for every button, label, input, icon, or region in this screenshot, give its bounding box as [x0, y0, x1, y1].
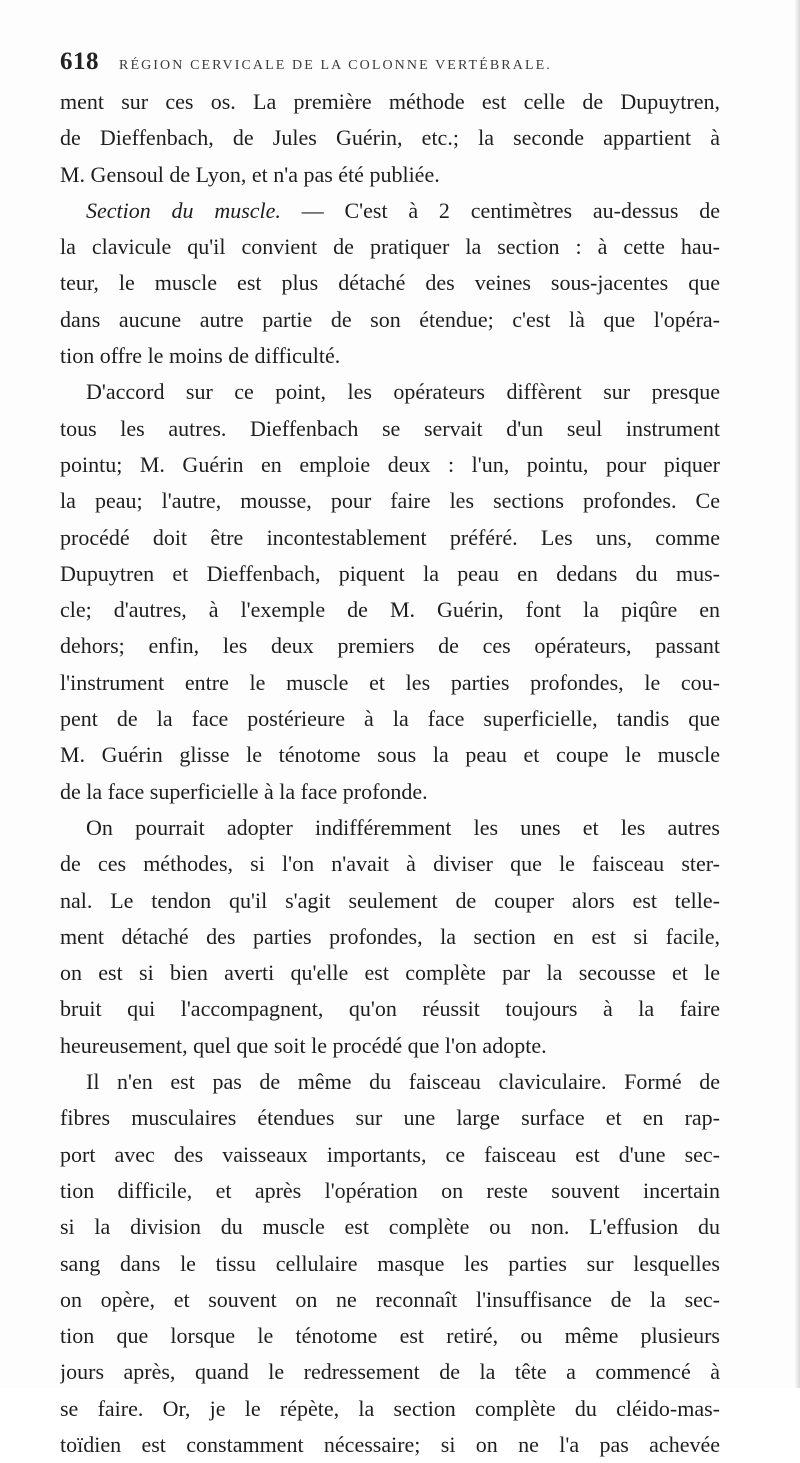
text-line: pointu; M. Guérin en emploie deux : l'un, pointu, pour piquer [60, 451, 720, 477]
text-line: fibres musculaires étendues sur une large surface et en rap- [60, 1105, 720, 1131]
running-head [60, 48, 720, 78]
text-line: heureusement, quel que soit le procédé que l'on adopte. [60, 1032, 547, 1058]
text-line: tion que lorsque le ténotome est retiré, ou même plusieurs [60, 1323, 720, 1349]
section-paragraph-first-line [60, 193, 720, 229]
text-line: M. Gensoul de Lyon, et n'a pas été publiée. [60, 161, 440, 187]
text-line: la peau; l'autre, mousse, pour faire les sections profondes. Ce [60, 488, 720, 514]
text-line: on opère, et souvent on ne reconnaît l'insuffisance de la sec- [60, 1286, 720, 1312]
text-line: toïdien est constamment nécessaire; si on ne l'a pas achevée [60, 1431, 720, 1457]
text-line: Il n'en est pas de même du faisceau claviculaire. Formé de [86, 1069, 720, 1095]
text-line: si la division du muscle est complète ou non. L'effusion du [60, 1214, 720, 1240]
text-line: de ces méthodes, si l'on n'avait à diviser que le faisceau ster- [60, 851, 720, 877]
text-line: sang dans le tissu cellulaire masque les parties sur lesquelles [60, 1250, 720, 1276]
page-edge [794, 0, 800, 1388]
text-line: M. Guérin glisse le ténotome sous la peau et coupe le muscle [60, 742, 720, 768]
text-line: ment détaché des parties profondes, la section en est si facile, [60, 923, 720, 949]
text-line: l'instrument entre le muscle et les parties profondes, le cou- [60, 669, 720, 695]
text-line: procédé doit être incontestablement préféré. Les uns, comme [60, 524, 720, 550]
text-line: de Dieffenbach, de Jules Guérin, etc.; la seconde appartient à [60, 125, 720, 151]
running-title: RÉGION CERVICALE DE LA COLONNE VERTÉBRALE. [119, 58, 552, 73]
section-heading: Section du muscle. [86, 197, 281, 223]
text-line: on est si bien averti qu'elle est complète par la secousse et le [60, 960, 720, 986]
text-line: cle; d'autres, à l'exemple de M. Guérin, font la piqûre en [60, 597, 720, 623]
text-line: On pourrait adopter indifféremment les unes et les autres [86, 814, 720, 840]
text-line: bruit qui l'accompagnent, qu'on réussit toujours à la faire [60, 996, 720, 1022]
text-line: dehors; enfin, les deux premiers de ces opérateurs, passant [60, 633, 720, 659]
text-line: port avec des vaisseaux importants, ce faisceau est d'une sec- [60, 1141, 720, 1167]
text-line: dans aucune autre partie de son étendue; c'est là que l'opéra- [60, 306, 720, 332]
text-line: se faire. Or, je le répète, la section complète du cléido-mas- [60, 1395, 720, 1421]
text-line: jours après, quand le redressement de la tête a commencé à [60, 1359, 720, 1385]
text-line: D'accord sur ce point, les opérateurs diffèrent sur presque [86, 379, 720, 405]
text-line-continuation: — C'est à 2 centimètres au-dessus de [301, 197, 720, 223]
text-line: nal. Le tendon qu'il s'agit seulement de couper alors est telle- [60, 887, 720, 913]
text-line: teur, le muscle est plus détaché des veines sous-jacentes que [60, 270, 720, 296]
text-line: ment sur ces os. La première méthode est celle de Dupuytren, [60, 89, 720, 114]
text-line: Dupuytren et Dieffenbach, piquent la peau en dedans du mus- [60, 560, 720, 586]
page-number: 618 [60, 48, 99, 75]
text-line: la clavicule qu'il convient de pratiquer la section : à cette hau- [60, 234, 720, 260]
text-line: tous les autres. Dieffenbach se servait d'un seul instrument [60, 415, 720, 441]
text-line: tion difficile, et après l'opération on reste souvent incertain [60, 1177, 720, 1203]
body-text [60, 84, 720, 1463]
text-line: tion offre le moins de difficulté. [60, 343, 341, 369]
text-line: pent de la face postérieure à la face superficielle, tandis que [60, 706, 720, 732]
text-line: de la face superficielle à la face profonde. [60, 778, 428, 804]
